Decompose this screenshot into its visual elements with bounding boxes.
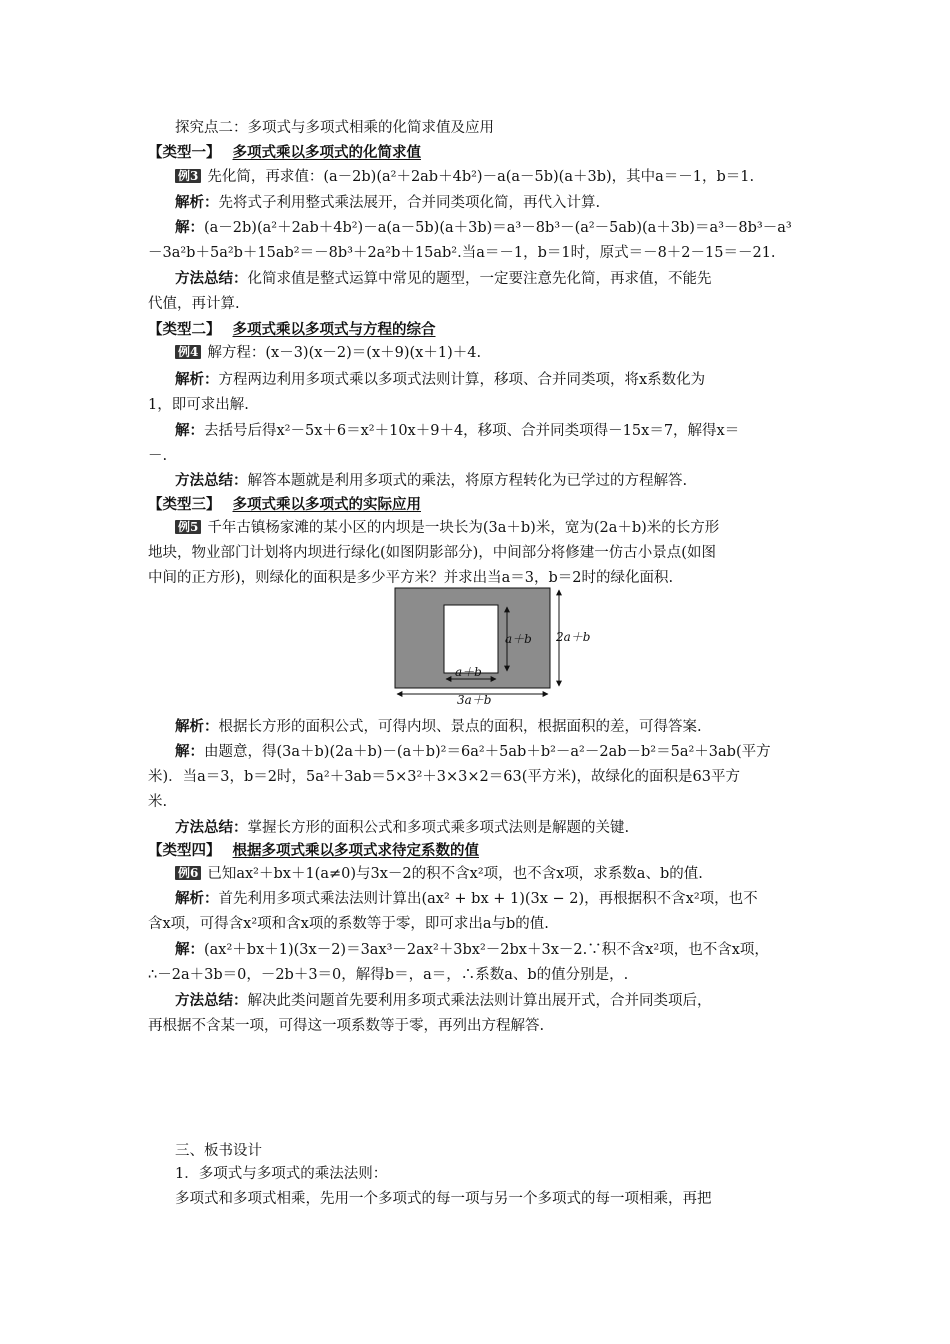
board-item-1: 1．多项式与多项式的乘法法则： [175,1166,388,1182]
type3-solution-line2: 米)．当a＝3，b＝2时，5a²＋3ab＝5×3²＋3×3×2＝63(平方米)，故绿化的面积是63平方 [148,769,740,785]
type4-solution-line2: ∴－2a＋3b＝0，－2b＋3＝0，解得b＝，a＝，∴系数a、b的值分别是，. [148,967,629,983]
type3-solution-line3: 米. [148,794,168,810]
type2-problem-text: 解方程：(x－3)(x－2)＝(x＋9)(x＋1)＋4. [207,345,482,361]
board-text: 多项式和多项式相乘，先用一个多项式的每一项与另一个多项式的每一项相乘，再把 [175,1191,712,1207]
type4-title: 根据多项式乘以多项式求待定系数的值 [232,842,479,859]
center-square [444,605,498,673]
type3-problem-line3: 中间的正方形)，则绿化的面积是多少平方米？并求出当a＝3，b＝2时的绿化面积. [148,570,674,586]
board-heading: 三、板书设计 [175,1143,262,1159]
type4-analysis [175,889,835,909]
type3-analysis [175,717,835,737]
method-label: 方法总结： [175,270,248,287]
inner-side-label: a＋b [505,632,532,646]
example-badge-5: 例5 [175,520,201,534]
example-badge-4: 例4 [175,345,201,359]
type1-solution-line1 [175,218,835,238]
outer-height-label: 2a＋b [556,630,591,644]
type2-analysis-line2: 1，即可求出解. [148,397,249,413]
type4-method-text-1: 解决此类问题首先要利用多项式乘法法则计算出展开式，合并同类项后， [247,993,712,1009]
solution-label: 解： [175,941,204,958]
type4-analysis-line2: 含x项，可得含x²项和含x项的系数等于零，即可求出a与b的值. [148,916,549,932]
solution-label: 解： [175,422,204,439]
type4-method [175,991,835,1011]
type4-solution-text-1: (ax²＋bx＋1)(3x－2)＝3ax³－2ax²＋3bx²－2bx＋3x－2.∵积不含x²项，也不含x项， [204,942,769,958]
type3-tag: 【类型三】 [148,496,221,513]
type4-header [148,841,808,861]
type2-header [148,320,808,340]
type2-method-text: 解答本题就是利用多项式的乘法，将原方程转化为已学过的方程解答. [247,473,688,489]
method-label: 方法总结： [175,992,248,1009]
type4-analysis-text-1: 首先利用多项式乘法法则计算出(ax² + bx + 1)(3x − 2)，再根据积不含x²项，也不 [218,891,758,907]
method-label: 方法总结： [175,819,248,836]
type3-solution [175,742,835,762]
type4-tag: 【类型四】 [148,842,221,859]
type1-method [175,269,835,289]
type1-analysis [175,193,835,213]
type2-problem [175,343,835,363]
analysis-label: 解析： [175,194,219,211]
type3-analysis-text: 根据长方形的面积公式，可得内坝、景点的面积，根据面积的差，可得答案. [218,719,702,735]
type2-solution-line2: －. [148,448,168,464]
type1-solution-text-1: (a－2b)(a²＋2ab＋4b²)－a(a－5b)(a＋3b)＝a³－8b³－(a²－5ab)(a＋3b)＝a³－8b³－a³ [204,220,792,236]
analysis-label: 解析： [175,890,219,907]
solution-label: 解： [175,743,204,760]
type4-problem-text: 已知ax²＋bx＋1(a≠0)与3x－2的积不含x²项，也不含x项，求系数a、b的值. [207,866,703,882]
type3-solution-text-1: 由题意，得(3a＋b)(2a＋b)－(a＋b)²＝6a²＋5ab＋b²－a²－2ab－b²＝5a²＋3ab(平方 [204,744,771,760]
type3-method [175,818,835,838]
type1-analysis-text: 先将式子利用整式乘法展开，合并同类项化简，再代入计算. [218,195,601,211]
type4-method-line2: 再根据不含某一项，可得这一项系数等于零，再列出方程解答. [148,1018,545,1034]
type1-header [148,143,808,163]
type3-problem [175,518,835,538]
type2-solution-text-1: 去括号后得x²－5x＋6＝x²＋10x＋9＋4，移项、合并同类项得－15x＝7，解得x＝ [204,423,740,439]
type3-method-text: 掌握长方形的面积公式和多项式乘多项式法则是解题的关键. [247,820,630,836]
outer-width-label: 3a＋b [457,693,492,705]
type4-problem [175,864,835,884]
type1-solution-line2: －3a²b＋5a²b＋15ab²＝－8b³＋2a²b＋15ab².当a＝－1，b＝1时，原式＝－8＋2－15＝－21. [148,245,776,261]
rectangle-figure [385,583,595,705]
inner-bottom-label: a＋b [455,665,482,679]
type1-problem [175,167,835,187]
example-badge-6: 例6 [175,866,201,880]
analysis-label: 解析： [175,718,219,735]
type2-analysis-text-1: 方程两边利用多项式乘以多项式法则计算，移项、合并同类项，将x系数化为 [218,372,706,388]
analysis-label: 解析： [175,371,219,388]
method-label: 方法总结： [175,472,248,489]
type1-method-line2: 代值，再计算. [148,296,240,312]
type3-problem-line2: 地块，物业部门计划将内坝进行绿化(如图阴影部分)，中间部分将修建一仿古小景点(如图 [148,545,716,561]
type3-problem-text-1: 千年古镇杨家滩的某小区的内坝是一块长为(3a＋b)米，宽为(2a＋b)米的长方形 [207,520,720,536]
type1-tag: 【类型一】 [148,144,221,161]
type1-title: 多项式乘以多项式的化简求值 [232,144,421,161]
type1-problem-text: 先化简，再求值：(a－2b)(a²＋2ab＋4b²)－a(a－5b)(a＋3b)，其中a＝－1，b＝1. [207,169,755,185]
type2-method [175,471,835,491]
type3-title: 多项式乘以多项式的实际应用 [232,496,421,513]
section-heading: 探究点二：多项式与多项式相乘的化简求值及应用 [175,120,494,136]
example-badge-3: 例3 [175,169,201,183]
type1-method-text-1: 化简求值是整式运算中常见的题型，一定要注意先化简，再求值，不能先 [247,271,712,287]
solution-label: 解： [175,219,204,236]
type2-analysis [175,370,835,390]
type3-header [148,495,808,515]
type2-solution [175,421,835,441]
type4-solution [175,940,835,960]
type2-tag: 【类型二】 [148,321,221,338]
type2-title: 多项式乘以多项式与方程的综合 [232,321,436,338]
